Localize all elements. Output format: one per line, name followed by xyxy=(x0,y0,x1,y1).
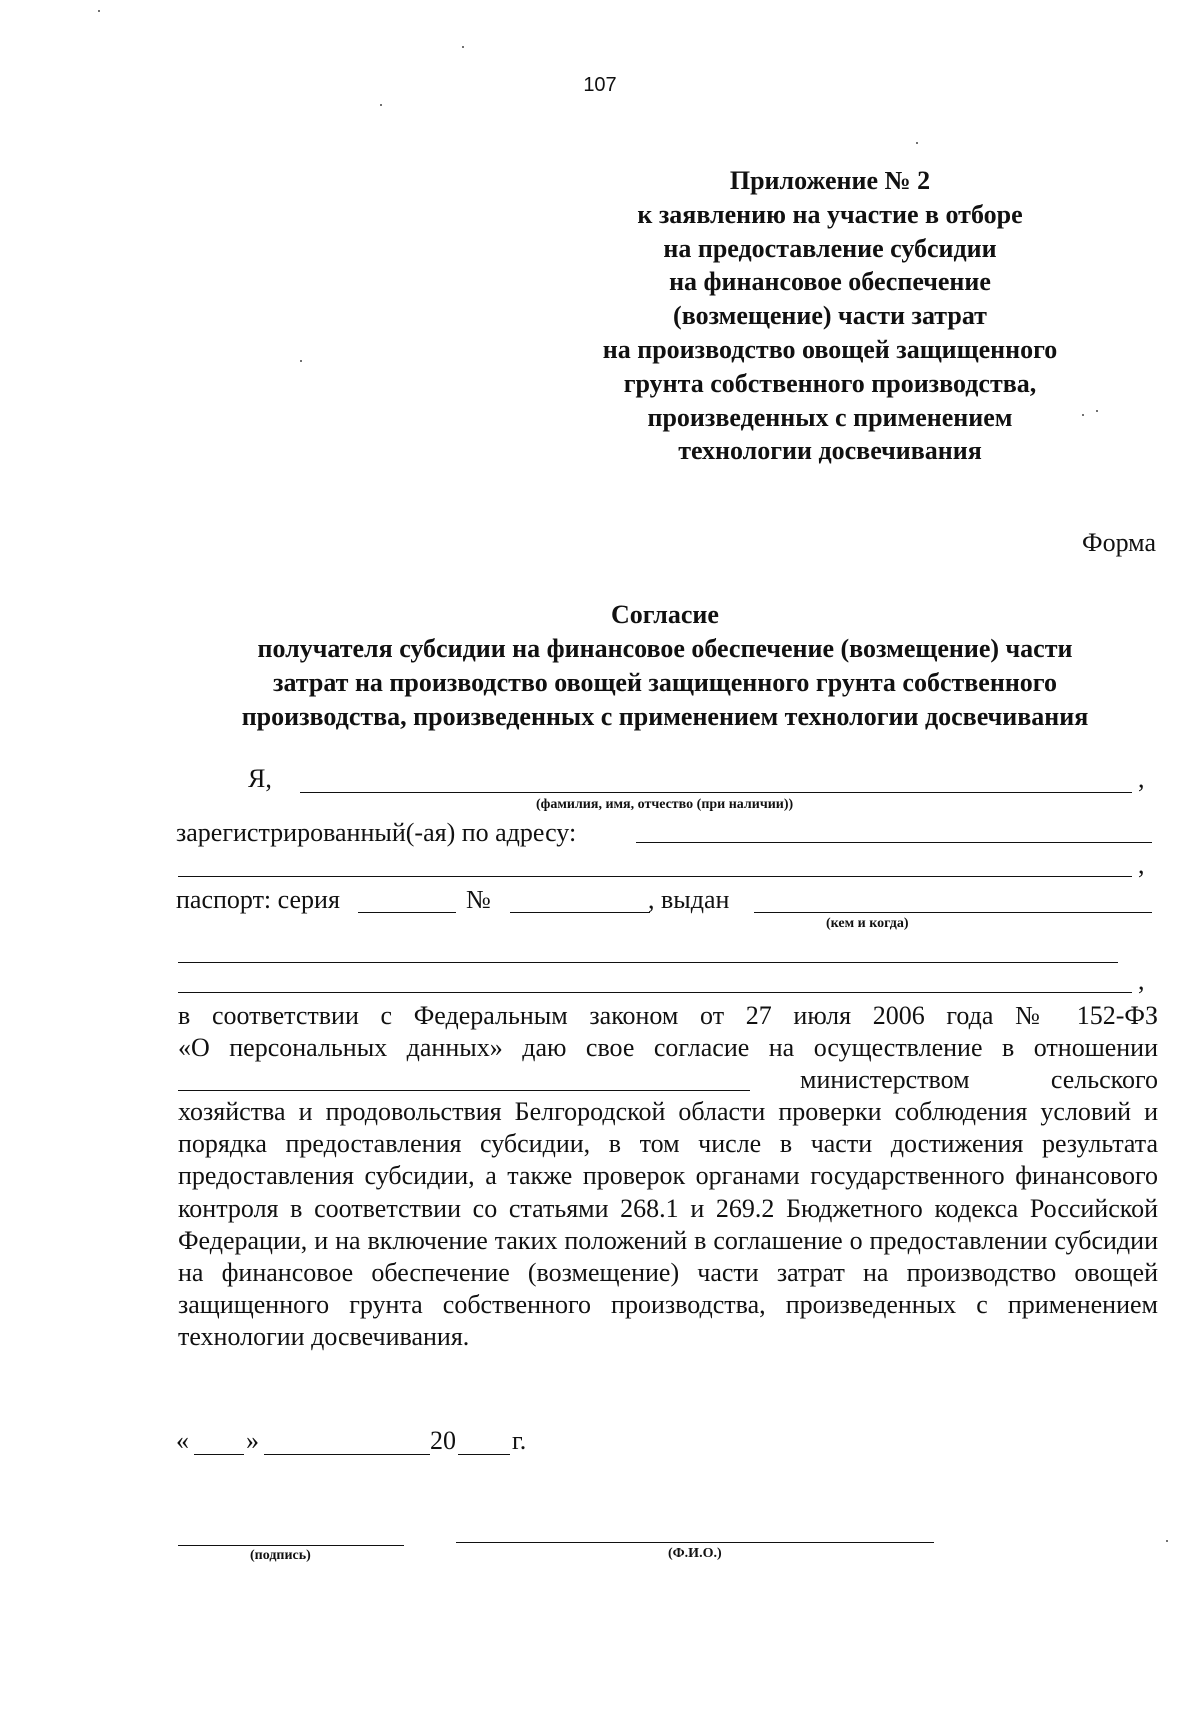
issued-field-line-3[interactable] xyxy=(178,992,1132,993)
title-line: затрат на производство овощей защищенного грунта собственного xyxy=(273,668,1057,697)
issued-caption: (кем и когда) xyxy=(826,916,909,931)
scan-speck xyxy=(1096,410,1098,412)
date-open-quote: « xyxy=(176,1426,189,1455)
date-year-field[interactable] xyxy=(458,1454,510,1455)
signature-fio-field[interactable] xyxy=(456,1542,934,1543)
appendix-line: на финансовое обеспечение xyxy=(669,267,991,297)
form-label: Форма xyxy=(1082,528,1156,557)
address-label: зарегистрированный(-ая) по адресу: xyxy=(176,818,577,847)
appendix-line: к заявлению на участие в отборе xyxy=(637,199,1023,229)
scan-speck xyxy=(380,104,382,106)
address-field[interactable] xyxy=(636,842,1152,843)
appendix-line: на предоставление субсидии xyxy=(663,233,997,263)
body-line-2: «О персональных данных» даю свое согласие на осуществление в отношении xyxy=(178,1033,1158,1062)
address-field-line-2[interactable] xyxy=(178,876,1132,877)
appendix-line: на производство овощей защищенного xyxy=(602,334,1058,364)
appendix-line: технологии досвечивания xyxy=(678,436,982,466)
scan-speck xyxy=(1082,414,1084,416)
issued-field[interactable] xyxy=(754,912,1152,913)
appendix-line: (возмещение) части затрат xyxy=(673,301,987,331)
passport-series-field[interactable] xyxy=(358,912,456,913)
date-day-field[interactable] xyxy=(194,1454,244,1455)
signature-caption: (подпись) xyxy=(250,1548,311,1563)
fio-comma: , xyxy=(1138,764,1145,793)
issued-label: , выдан xyxy=(648,885,730,914)
page-number: 107 xyxy=(583,74,617,96)
i-label: Я, xyxy=(248,764,272,793)
fio-caption: (фамилия, имя, отчество (при наличии)) xyxy=(536,797,794,812)
appendix-header xyxy=(560,164,1100,468)
issued-comma: , xyxy=(1138,966,1145,995)
scan-speck xyxy=(462,46,464,48)
title-line: получателя субсидии на финансовое обеспечение (возмещение) части xyxy=(257,634,1073,663)
issued-field-line-2[interactable] xyxy=(178,962,1118,963)
title-line: производства, произведенных с применением технологии досвечивания xyxy=(241,702,1089,731)
signature-fio-caption: (Ф.И.О.) xyxy=(668,1546,722,1561)
date-year-suffix: г. xyxy=(512,1426,527,1455)
appendix-line: грунта собственного производства, xyxy=(623,368,1037,398)
organization-field[interactable] xyxy=(178,1090,750,1091)
passport-number-field[interactable] xyxy=(510,912,650,913)
body-line-3: министерством сельского xyxy=(800,1065,1158,1094)
appendix-line: произведенных с применением xyxy=(647,402,1013,432)
title-line: Согласие xyxy=(611,600,719,629)
date-close-quote: » xyxy=(246,1426,259,1455)
document-title xyxy=(170,598,1160,734)
scan-speck xyxy=(916,142,918,144)
scan-speck xyxy=(300,360,302,362)
fio-field[interactable] xyxy=(300,792,1132,793)
scan-speck xyxy=(1166,1540,1168,1542)
date-month-field[interactable] xyxy=(264,1454,430,1455)
signature-field[interactable] xyxy=(178,1545,404,1546)
passport-number-label: № xyxy=(466,885,491,914)
body-paragraph: хозяйства и продовольствия Белгородской области проверки соблюдения условий и порядка предоставления субсидии, в том числе в части достижения результата предоставления субсидии, а также проверок органами государственного финансового контроля в соответствии со статьями 268.1 и 269.2 Бюджетного кодекса Российской Федерации, и на включение таких положений в соглашение о предоставлении субсидии на финансовое обеспечение (возмещение) части затрат на производство овощей защищенного грунта собственного производства, произведенных с применением технологии досвечивания. xyxy=(178,1097,1158,1352)
passport-series-label: паспорт: серия xyxy=(176,885,340,914)
address-comma: , xyxy=(1138,850,1145,879)
body-line-1: в соответствии с Федеральным законом от 27 июля 2006 года № 152-ФЗ xyxy=(178,1001,1158,1030)
appendix-line: Приложение № 2 xyxy=(729,166,931,195)
scan-speck xyxy=(98,10,100,12)
date-year-prefix: 20 xyxy=(430,1426,456,1455)
